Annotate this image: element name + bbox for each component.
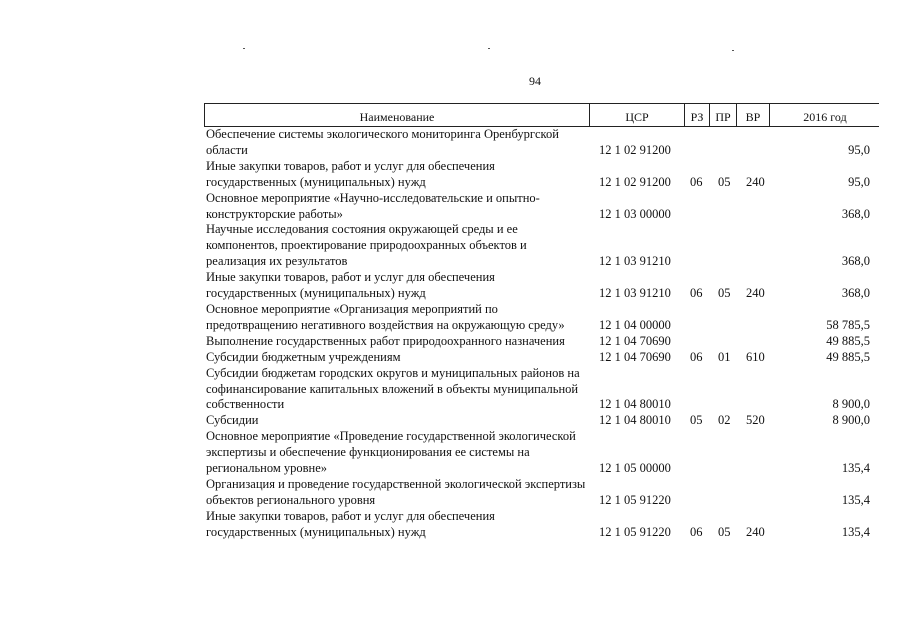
row-rz: 05 bbox=[690, 413, 703, 428]
page-number: 94 bbox=[529, 74, 541, 88]
row-amount: 8 900,0 bbox=[832, 413, 870, 428]
row-name: Субсидии bbox=[206, 413, 259, 428]
row-pr: 02 bbox=[718, 413, 731, 428]
table-row bbox=[204, 159, 879, 191]
row-amount: 368,0 bbox=[841, 206, 870, 221]
row-csr: 12 1 03 91210 bbox=[599, 254, 671, 269]
row-pr: 05 bbox=[718, 524, 731, 539]
header-name: Наименование bbox=[205, 104, 590, 126]
row-vr: 240 bbox=[746, 286, 765, 301]
table-row bbox=[204, 366, 879, 414]
row-amount: 95,0 bbox=[848, 142, 870, 157]
table-row bbox=[204, 222, 879, 270]
row-pr: 01 bbox=[718, 349, 731, 364]
table-row bbox=[204, 350, 879, 366]
row-csr: 12 1 05 91220 bbox=[599, 524, 671, 539]
table-header bbox=[204, 103, 879, 127]
row-amount: 368,0 bbox=[841, 254, 870, 269]
row-csr: 12 1 04 70690 bbox=[599, 349, 671, 364]
scan-speck bbox=[243, 48, 245, 49]
row-name: Субсидии бюджетным учреждениям bbox=[206, 349, 401, 364]
row-name: Субсидии бюджетам городских округов и муниципальных районов на софинансирование капитальных вложений в объекты муниципальной собственности bbox=[206, 365, 580, 412]
row-csr: 12 1 02 91200 bbox=[599, 142, 671, 157]
table-row bbox=[204, 477, 879, 509]
table-row bbox=[204, 334, 879, 350]
scan-speck bbox=[732, 50, 734, 51]
header-csr: ЦСР bbox=[590, 104, 685, 126]
table-row bbox=[204, 429, 879, 477]
table-row bbox=[204, 191, 879, 223]
header-pr: ПР bbox=[710, 104, 737, 126]
row-csr: 12 1 05 91220 bbox=[599, 492, 671, 507]
row-pr: 05 bbox=[718, 286, 731, 301]
row-amount: 58 785,5 bbox=[826, 317, 870, 332]
row-vr: 240 bbox=[746, 524, 765, 539]
row-amount: 49 885,5 bbox=[826, 349, 870, 364]
row-csr: 12 1 05 00000 bbox=[599, 461, 671, 476]
row-amount: 95,0 bbox=[848, 174, 870, 189]
budget-table bbox=[204, 103, 879, 541]
row-name: Основное мероприятие «Проведение государственной экологической экспертизы и обеспечение функционирования ее системы на региональном уровне» bbox=[206, 429, 576, 476]
row-rz: 06 bbox=[690, 174, 703, 189]
row-rz: 06 bbox=[690, 286, 703, 301]
row-rz: 06 bbox=[690, 524, 703, 539]
header-year: 2016 год bbox=[803, 110, 847, 124]
row-rz: 06 bbox=[690, 349, 703, 364]
row-csr: 12 1 04 00000 bbox=[599, 317, 671, 332]
row-csr: 12 1 04 80010 bbox=[599, 397, 671, 412]
row-csr: 12 1 03 91210 bbox=[599, 286, 671, 301]
row-name: Обеспечение системы экологического мониторинга Оренбургской области bbox=[206, 127, 559, 157]
row-name: Иные закупки товаров, работ и услуг для обеспечения государственных (муниципальных) нужд bbox=[206, 158, 495, 189]
row-csr: 12 1 03 00000 bbox=[599, 206, 671, 221]
table-row bbox=[204, 127, 879, 159]
table-body bbox=[204, 127, 879, 541]
table-row bbox=[204, 413, 879, 429]
row-amount: 135,4 bbox=[841, 461, 870, 476]
row-name: Основное мероприятие «Научно-исследовательские и опытно-конструкторские работы» bbox=[206, 190, 540, 221]
row-amount: 135,4 bbox=[841, 492, 870, 507]
row-name: Основное мероприятие «Организация мероприятий по предотвращению негативного воздействия на окружающую среду» bbox=[206, 301, 565, 332]
row-name: Выполнение государственных работ природоохранного назначения bbox=[206, 333, 565, 348]
row-amount: 49 885,5 bbox=[826, 333, 870, 348]
row-name: Научные исследования состояния окружающей среды и ее компонентов, проектирование природоохранных объектов и реализация их результатов bbox=[206, 222, 527, 269]
row-csr: 12 1 04 80010 bbox=[599, 413, 671, 428]
header-rz: РЗ bbox=[685, 104, 710, 126]
row-amount: 368,0 bbox=[841, 286, 870, 301]
row-pr: 05 bbox=[718, 174, 731, 189]
row-amount: 135,4 bbox=[841, 524, 870, 539]
scan-speck bbox=[488, 48, 490, 49]
row-csr: 12 1 04 70690 bbox=[599, 333, 671, 348]
row-name: Иные закупки товаров, работ и услуг для обеспечения государственных (муниципальных) нужд bbox=[206, 270, 495, 301]
row-name: Организация и проведение государственной экологической экспертизы объектов регионального уровня bbox=[206, 476, 586, 507]
header-vr: ВР bbox=[737, 104, 770, 126]
row-vr: 240 bbox=[746, 174, 765, 189]
table-row bbox=[204, 270, 879, 302]
row-csr: 12 1 02 91200 bbox=[599, 174, 671, 189]
row-vr: 610 bbox=[746, 349, 765, 364]
row-amount: 8 900,0 bbox=[832, 397, 870, 412]
row-vr: 520 bbox=[746, 413, 765, 428]
table-row bbox=[204, 509, 879, 541]
row-name: Иные закупки товаров, работ и услуг для обеспечения государственных (муниципальных) нужд bbox=[206, 508, 495, 539]
table-row bbox=[204, 302, 879, 334]
